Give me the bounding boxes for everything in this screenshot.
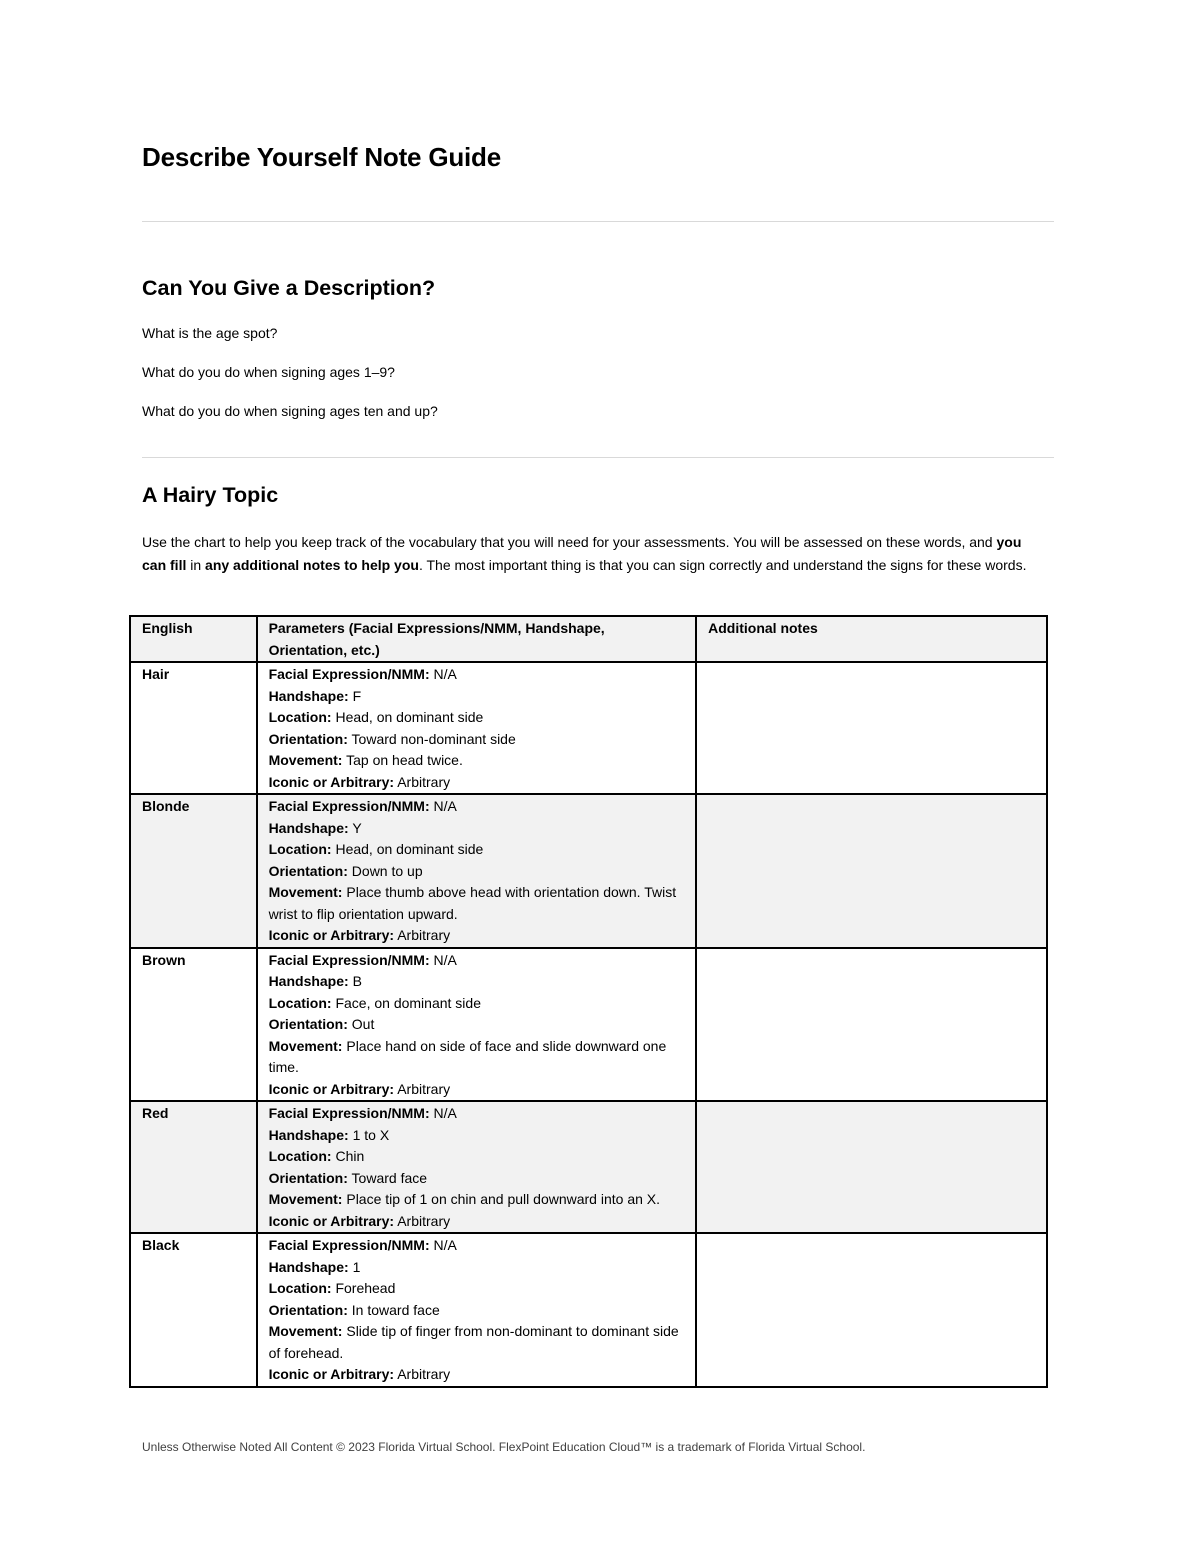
parameter-value: Arbitrary	[397, 927, 451, 943]
header-english: English	[130, 616, 257, 662]
parameters-cell	[257, 794, 697, 948]
parameter-orientation	[269, 1168, 684, 1190]
parameter-label: Handshape:	[268, 1126, 349, 1143]
section-heading-description: Can You Give a Description?	[142, 276, 436, 300]
parameter-label: Handshape:	[268, 973, 349, 989]
additional-notes-cell[interactable]	[696, 1101, 1047, 1233]
additional-notes-cell[interactable]	[696, 794, 1047, 948]
parameter-label: Movement:	[268, 884, 343, 900]
parameter-value: Tap on head twice.	[346, 752, 463, 768]
parameters-cell	[257, 1101, 697, 1233]
parameter-value: Toward face	[351, 1169, 428, 1186]
parameter-label: Location:	[268, 1148, 332, 1164]
table-row	[130, 794, 1047, 948]
parameter-label: Location:	[268, 841, 332, 857]
parameter-label: Facial Expression/NMM:	[268, 798, 430, 814]
english-word: Blonde	[130, 794, 257, 948]
parameter-label: Handshape:	[268, 1258, 349, 1275]
parameter-iconic	[269, 925, 684, 947]
parameter-label: Iconic or Arbitrary:	[268, 773, 395, 790]
parameter-orientation	[269, 1300, 684, 1322]
parameter-location	[269, 1146, 684, 1168]
parameter-value: Head, on dominant side	[335, 709, 484, 725]
parameter-value: Y	[352, 819, 362, 836]
parameter-label: Movement:	[268, 1323, 343, 1339]
parameter-value: Out	[351, 1016, 375, 1032]
parameter-value: N/A	[433, 1105, 457, 1121]
additional-notes-cell[interactable]	[696, 1233, 1047, 1387]
english-word: Hair	[130, 662, 257, 794]
parameter-facial	[269, 1235, 684, 1257]
parameter-label: Iconic or Arbitrary:	[268, 1212, 395, 1229]
parameter-iconic	[269, 772, 684, 794]
header-additional-notes: Additional notes	[696, 616, 1047, 662]
parameter-label: Movement:	[268, 1037, 343, 1054]
parameter-value: N/A	[433, 951, 457, 968]
parameter-handshape	[269, 1125, 684, 1147]
parameter-label: Location:	[268, 1280, 332, 1296]
parameter-value: In toward face	[351, 1301, 440, 1318]
parameter-value: Place thumb above head with orientation down. Twist wrist to flip orientation upward.	[268, 884, 677, 922]
table-row	[130, 662, 1047, 794]
parameter-label: Movement:	[268, 1191, 343, 1207]
parameter-value: 1 to X	[352, 1126, 390, 1143]
vocabulary-table	[129, 615, 1048, 1388]
parameter-label: Movement:	[268, 752, 343, 768]
parameter-handshape	[269, 971, 684, 993]
parameter-value: Arbitrary	[397, 773, 451, 790]
parameter-label: Orientation:	[268, 730, 348, 747]
parameter-value: Slide tip of finger from non-dominant to dominant side of forehead.	[268, 1323, 679, 1361]
page-title: Describe Yourself Note Guide	[142, 142, 501, 172]
question-ages-ten-up: What do you do when signing ages ten and up?	[142, 403, 438, 419]
section-heading-hairy-topic: A Hairy Topic	[142, 483, 279, 507]
parameters-cell	[257, 1233, 697, 1387]
parameter-facial	[269, 1103, 684, 1125]
parameter-handshape	[269, 818, 684, 840]
divider	[142, 457, 1054, 458]
question-ages-1-9: What do you do when signing ages 1–9?	[142, 364, 395, 380]
parameter-value: Face, on dominant side	[335, 994, 481, 1011]
parameter-label: Location:	[268, 709, 332, 725]
parameter-facial	[269, 950, 684, 972]
header-parameters: Parameters (Facial Expressions/NMM, Handshape, Orientation, etc.)	[257, 616, 697, 662]
parameter-orientation	[269, 861, 684, 883]
parameter-label: Iconic or Arbitrary:	[268, 1366, 395, 1382]
parameter-label: Facial Expression/NMM:	[268, 666, 430, 682]
parameter-value: Forehead	[335, 1280, 396, 1296]
parameter-iconic	[269, 1079, 684, 1101]
parameter-label: Orientation:	[268, 1169, 348, 1186]
parameter-label: Orientation:	[268, 1301, 348, 1318]
parameter-label: Facial Expression/NMM:	[268, 1105, 430, 1121]
parameter-value: Arbitrary	[397, 1080, 451, 1097]
parameter-facial	[269, 664, 684, 686]
parameter-value: Place hand on side of face and slide downward one time.	[268, 1037, 667, 1075]
english-word: Red	[130, 1101, 257, 1233]
parameter-movement	[269, 1036, 684, 1079]
parameter-label: Orientation:	[268, 862, 348, 879]
parameter-handshape	[269, 1257, 684, 1279]
additional-notes-cell[interactable]	[696, 948, 1047, 1102]
parameter-value: N/A	[433, 1237, 457, 1253]
parameter-label: Iconic or Arbitrary:	[268, 1080, 395, 1097]
parameter-value: F	[352, 687, 362, 704]
parameter-value: Arbitrary	[397, 1366, 451, 1382]
parameter-iconic	[269, 1364, 684, 1386]
parameter-location	[269, 1278, 684, 1300]
parameter-label: Orientation:	[268, 1016, 348, 1032]
parameter-value: Arbitrary	[397, 1212, 451, 1229]
additional-notes-cell[interactable]	[696, 662, 1047, 794]
parameter-movement	[269, 750, 684, 772]
copyright-footer: Unless Otherwise Noted All Content © 2023 Florida Virtual School. FlexPoint Education Cloud™ is a trademark of Florida Virtual School.	[142, 1440, 866, 1454]
table-row	[130, 1233, 1047, 1387]
parameter-location	[269, 839, 684, 861]
parameter-movement	[269, 1321, 684, 1364]
parameter-label: Handshape:	[268, 687, 349, 704]
parameter-movement	[269, 882, 684, 925]
parameter-label: Iconic or Arbitrary:	[268, 927, 395, 943]
parameter-label: Facial Expression/NMM:	[268, 951, 430, 968]
english-word: Black	[130, 1233, 257, 1387]
parameter-value: N/A	[433, 798, 457, 814]
parameter-orientation	[269, 729, 684, 751]
parameter-movement	[269, 1189, 684, 1211]
parameter-value: B	[352, 973, 362, 989]
table-row	[130, 1101, 1047, 1233]
parameter-iconic	[269, 1211, 684, 1233]
english-word: Brown	[130, 948, 257, 1102]
parameter-value: N/A	[433, 666, 457, 682]
parameter-orientation	[269, 1014, 684, 1036]
parameter-label: Handshape:	[268, 819, 349, 836]
parameter-location	[269, 707, 684, 729]
parameter-label: Facial Expression/NMM:	[268, 1237, 430, 1253]
parameters-cell	[257, 948, 697, 1102]
table-row	[130, 948, 1047, 1102]
parameter-value: Place tip of 1 on chin and pull downward into an X.	[346, 1191, 661, 1207]
parameter-label: Location:	[268, 994, 332, 1011]
parameter-location	[269, 993, 684, 1015]
parameter-value: Down to up	[351, 862, 423, 879]
question-age-spot: What is the age spot?	[142, 325, 278, 341]
instructions-paragraph: Use the chart to help you keep track of the vocabulary that you will need for your assessments. You will be assessed on these words, and you can fill in any additional notes to help you. The most important thing is that you can sign correctly and understand the signs for these words.	[142, 534, 1027, 573]
parameters-cell	[257, 662, 697, 794]
parameter-handshape	[269, 686, 684, 708]
table-header-row	[130, 616, 1047, 662]
parameter-value: Chin	[335, 1148, 365, 1164]
divider	[142, 221, 1054, 222]
parameter-value: Toward non-dominant side	[351, 730, 516, 747]
parameter-value: Head, on dominant side	[335, 841, 484, 857]
parameter-facial	[269, 796, 684, 818]
parameter-value: 1	[352, 1258, 361, 1275]
